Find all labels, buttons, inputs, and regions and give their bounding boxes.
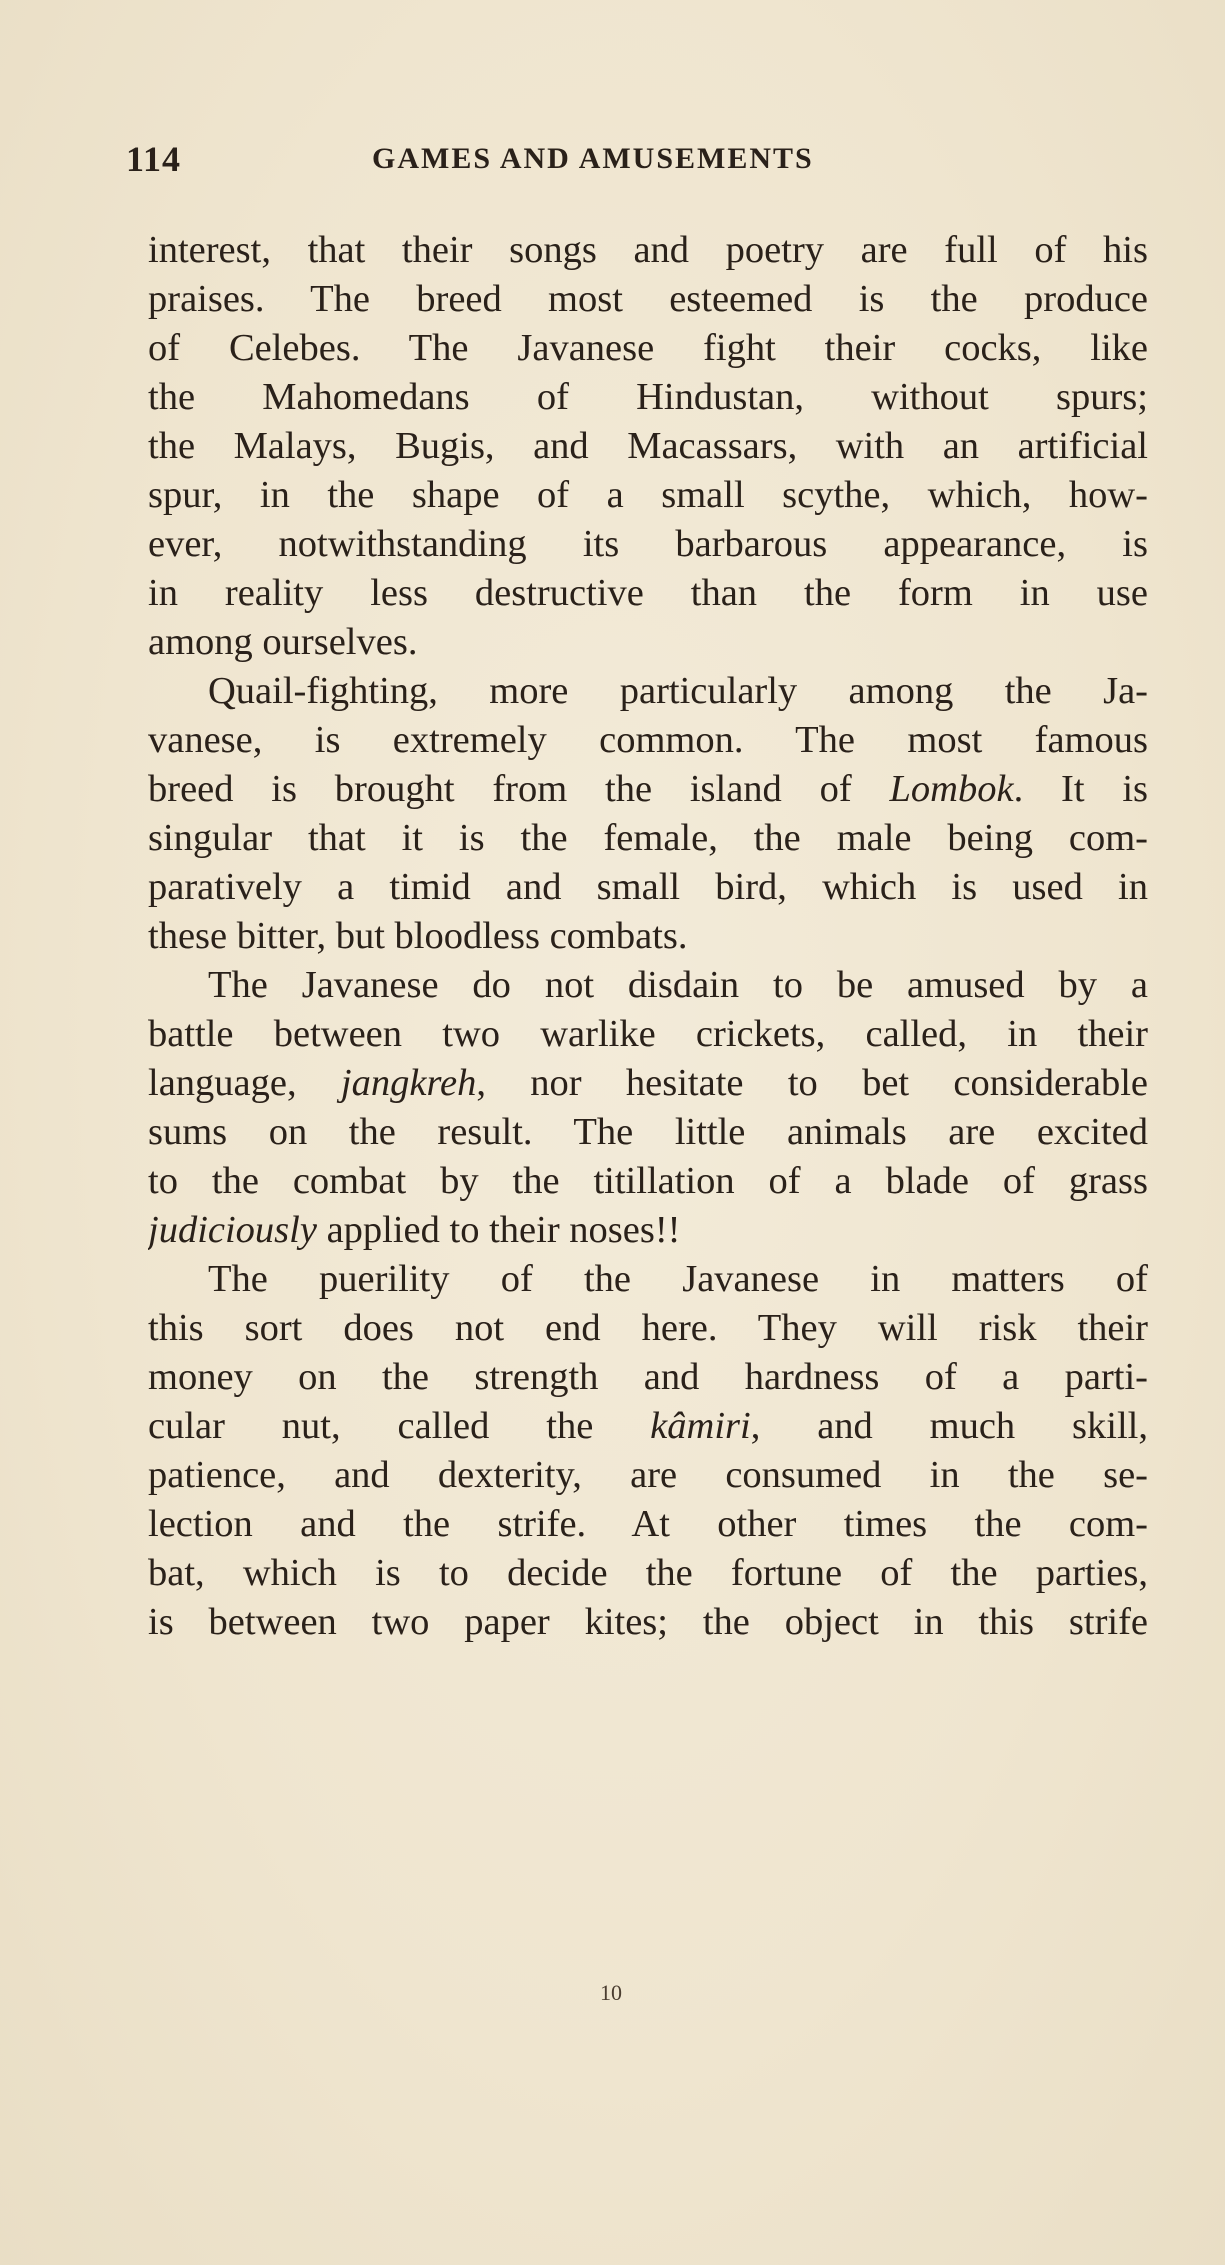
text-run: ever, notwithstanding its barbarous appearance, is <box>148 523 1148 565</box>
text-run: breed is brought from the island of <box>148 768 890 810</box>
text-run: . It is <box>1013 768 1148 810</box>
text-line <box>148 373 1148 422</box>
text-run: in reality less destructive than the form in use <box>148 572 1148 614</box>
signature-mark: 10 <box>600 1980 622 2005</box>
text-run: cular nut, called the <box>148 1405 651 1447</box>
text-run: , and much skill, <box>750 1405 1148 1447</box>
text-run: applied to their noses!! <box>316 1209 681 1251</box>
italic-term: Lombok <box>889 768 1014 810</box>
text-line <box>148 1010 1148 1059</box>
text-line <box>148 618 1148 667</box>
text-line <box>148 471 1148 520</box>
text-line <box>148 226 1148 275</box>
text-line <box>148 275 1148 324</box>
text-run: interest, that their songs and poetry are full of his <box>148 229 1148 271</box>
text-line <box>148 716 1148 765</box>
text-line <box>148 912 1148 961</box>
text-line <box>148 1598 1148 1647</box>
italic-term: judiciously <box>148 1209 317 1251</box>
text-line <box>148 1353 1148 1402</box>
text-run: Quail-fighting, more particularly among the Ja- <box>208 670 1148 712</box>
text-line <box>148 863 1148 912</box>
text-line <box>148 569 1148 618</box>
text-run: to the combat by the titillation of a blade of grass <box>148 1160 1148 1202</box>
text-run: patience, and dexterity, are consumed in the se- <box>148 1454 1148 1496</box>
text-run: the Mahomedans of Hindustan, without spurs; <box>148 376 1148 418</box>
text-line <box>148 1500 1148 1549</box>
text-line <box>148 1157 1148 1206</box>
text-run: this sort does not end here. They will risk their <box>148 1307 1148 1349</box>
text-run: money on the strength and hardness of a parti- <box>148 1356 1148 1398</box>
text-run: sums on the result. The little animals are excited <box>148 1111 1148 1153</box>
text-run: these bitter, but bloodless combats. <box>148 915 688 957</box>
italic-term: kâmiri <box>650 1405 751 1447</box>
running-title: GAMES AND AMUSEMENTS <box>372 142 814 175</box>
text-run: , nor hesitate to bet considerable <box>476 1062 1148 1104</box>
text-run: paratively a timid and small bird, which is used in <box>148 866 1148 908</box>
text-line <box>148 422 1148 471</box>
text-line <box>148 961 1148 1010</box>
text-line <box>148 765 1148 814</box>
text-line <box>148 1255 1148 1304</box>
text-run: lection and the strife. At other times the com- <box>148 1503 1148 1545</box>
text-line <box>148 1304 1148 1353</box>
text-line <box>148 1059 1148 1108</box>
text-line <box>148 1402 1148 1451</box>
text-run: The Javanese do not disdain to be amused by a <box>208 964 1148 1006</box>
text-run: The puerility of the Javanese in matters of <box>208 1258 1148 1300</box>
text-run: battle between two warlike crickets, called, in their <box>148 1013 1148 1055</box>
page-header <box>126 138 1136 188</box>
italic-term: jangkreh <box>340 1062 477 1104</box>
text-line <box>148 1549 1148 1598</box>
text-line <box>148 1108 1148 1157</box>
text-run: is between two paper kites; the object in this strife <box>148 1601 1148 1643</box>
text-run: of Celebes. The Javanese fight their cocks, like <box>148 327 1148 369</box>
text-run: bat, which is to decide the fortune of the parties, <box>148 1552 1148 1594</box>
text-run: praises. The breed most esteemed is the produce <box>148 278 1148 320</box>
text-line <box>148 1451 1148 1500</box>
text-line <box>148 667 1148 716</box>
text-run: among ourselves. <box>148 621 418 663</box>
page-number: 114 <box>126 139 182 179</box>
text-run: vanese, is extremely common. The most famous <box>148 719 1148 761</box>
body-text <box>148 226 1148 1647</box>
text-line <box>148 324 1148 373</box>
text-line <box>148 814 1148 863</box>
text-run: language, <box>148 1062 341 1104</box>
text-line <box>148 520 1148 569</box>
text-run: the Malays, Bugis, and Macassars, with an artificial <box>148 425 1148 467</box>
text-run: singular that it is the female, the male being com- <box>148 817 1148 859</box>
text-line <box>148 1206 1148 1255</box>
text-run: spur, in the shape of a small scythe, which, how- <box>148 474 1148 516</box>
